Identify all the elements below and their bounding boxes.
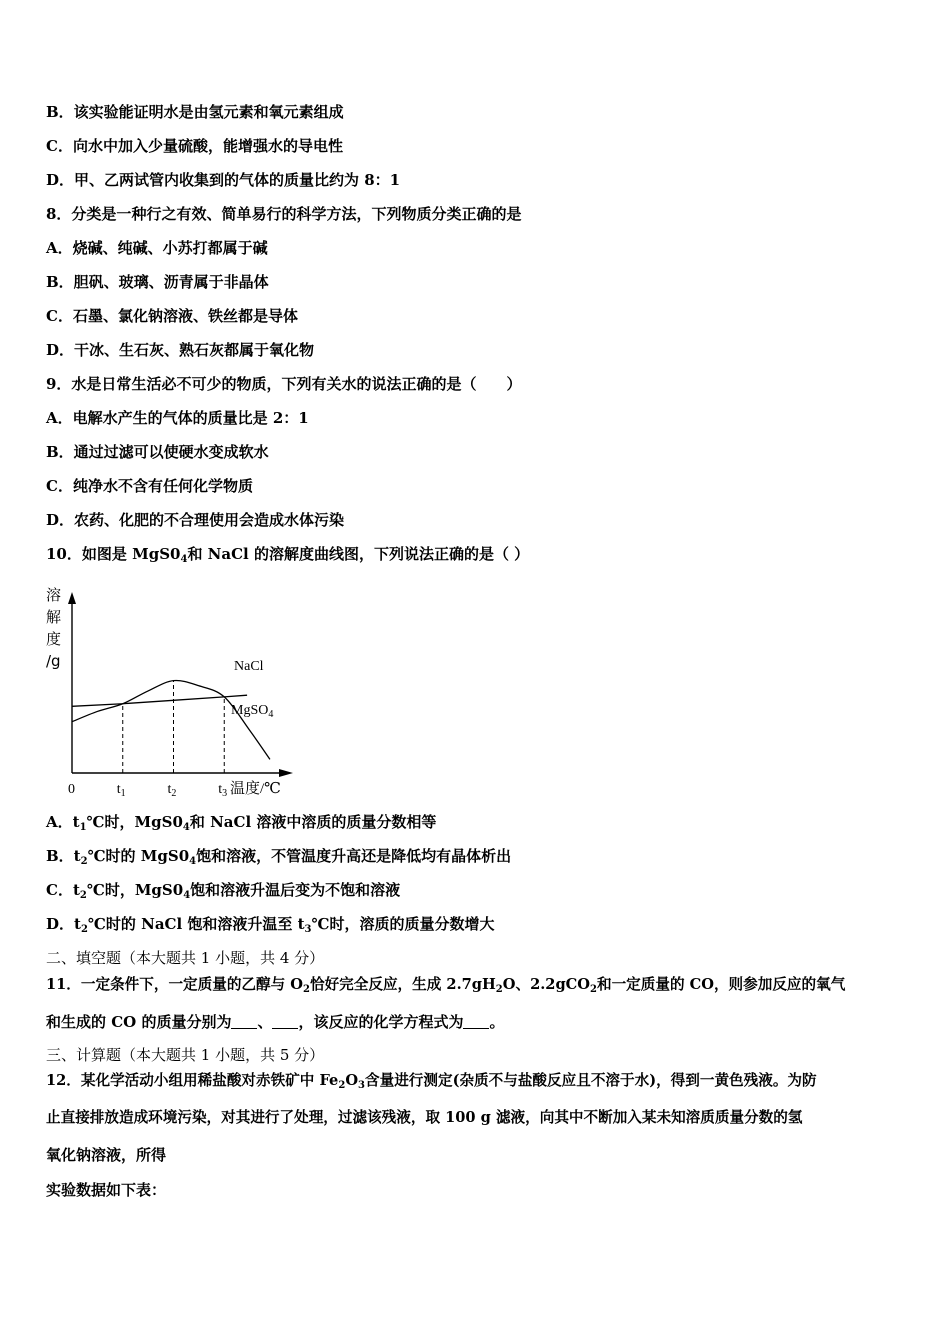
q10-option-c: [46, 880, 400, 900]
q10-stem-b: 和 NaCl 的溶解度曲线图，下列说法正确的是（ ）: [187, 545, 530, 563]
q12-l1-s1: 2: [338, 1080, 346, 1091]
q10-option-a: [46, 812, 436, 832]
x-tick-t3: $t_3$: [218, 782, 228, 799]
q9-option-a: A．电解水产生的气体的质量比是 2：1: [46, 409, 309, 427]
section3-heading: 三、计算题（本大题共 1 小题，共 5 分）: [46, 1046, 325, 1064]
q12-l1-b: O: [345, 1072, 359, 1089]
q11-l1-s2: 2: [495, 984, 503, 995]
x-axis-label: 温度/℃: [230, 781, 281, 797]
q12-line1: [46, 1071, 817, 1091]
q8-option-c: C．石墨、氯化钠溶液、铁丝都是导体: [46, 307, 298, 325]
series-nacl-line: [72, 695, 247, 706]
q9-option-b: B．通过过滤可以使硬水变成软水: [46, 443, 269, 461]
series-mgso4-label: MgSO$_4$: [231, 703, 274, 720]
x-tick-t1: $t_1$: [116, 782, 126, 799]
q10-a-p2: ℃时，MgS0: [86, 813, 183, 831]
q12-l1-s2: 3: [358, 1080, 365, 1091]
q12-line2: 止直接排放造成环境污染，对其进行了处理，过滤该残液，取 100 g 滤液，向其中不断加入某未知溶质质量分数的氢: [46, 1109, 803, 1126]
q10-d-p4: ℃时，溶质的质量分数增大: [311, 915, 495, 933]
q10-b-p2: ℃时的 MgS0: [87, 847, 190, 865]
q11-l2-b: ，该反应的化学方程式为: [298, 1013, 464, 1031]
q10-d-p3: 3: [304, 924, 312, 935]
q11-l1-s1: 2: [303, 984, 310, 995]
q10-stem: [46, 544, 529, 564]
q12-l1-c: 含量进行测定(杂质不与盐酸反应且不溶于水)，得到一黄色残液。为防: [365, 1072, 817, 1089]
q7-option-d: D．甲、乙两试管内收集到的气体的质量比约为 8：1: [46, 171, 401, 189]
q12-l1-a: 12．某化学活动小组用稀盐酸对赤铁矿中 Fe: [46, 1072, 339, 1089]
q7-option-c: C．向水中加入少量硫酸，能增强水的导电性: [46, 137, 343, 155]
q10-a-p4: 和 NaCl 溶液中溶质的质量分数相等: [189, 813, 437, 831]
q8-option-d: D．干冰、生石灰、熟石灰都属于氧化物: [46, 341, 315, 359]
q10-b-p1: 2: [80, 856, 88, 867]
q10-c-p0: C．t: [46, 881, 80, 899]
x-axis-arrow: [279, 769, 293, 777]
q10-d-p0: D．t: [46, 915, 81, 933]
q11-l2-a: 和生成的 CO 的质量分别为: [46, 1013, 232, 1031]
y-axis-arrow: [68, 592, 76, 604]
q10-stem-sub: 4: [180, 554, 188, 565]
q11-line2: [46, 1012, 505, 1032]
section2-heading: 二、填空题（本大题共 1 小题，共 4 分）: [46, 949, 325, 967]
q10-d-p2: ℃时的 NaCl 饱和溶液升温至 t: [87, 915, 305, 933]
q10-c-p3: 4: [183, 890, 191, 901]
q9-stem: 9．水是日常生活必不可少的物质，下列有关水的说法正确的是（ ）: [46, 375, 522, 393]
series-mgso4-line: [72, 681, 270, 760]
q10-option-b: [46, 846, 511, 866]
series-nacl-label: NaCl: [234, 659, 264, 674]
q8-stem: 8．分类是一种行之有效、简单易行的科学方法，下列物质分类正确的是: [46, 205, 522, 223]
q11-blank-2: [272, 1014, 298, 1029]
q9-option-d: D．农药、化肥的不合理使用会造成水体污染: [46, 511, 345, 529]
q10-b-p4: 饱和溶液，不管温度升高还是降低均有晶体析出: [196, 847, 512, 865]
q11-l1-d: 和一定质量的 CO，则参加反应的氧气: [596, 976, 846, 993]
q11-l1-b: 恰好完全反应，生成 2.7gH: [309, 976, 496, 993]
q10-c-p2: ℃时，MgS0: [86, 881, 184, 899]
q10-c-p4: 饱和溶液升温后变为不饱和溶液: [190, 881, 401, 899]
q10-a-p3: 4: [182, 822, 190, 833]
solubility-chart: [40, 586, 310, 800]
q12-line4: 实验数据如下表：: [46, 1181, 167, 1199]
q10-a-p0: A．t: [46, 813, 80, 831]
q12-line3: 氧化钠溶液，所得: [46, 1146, 167, 1164]
q8-option-b: B．胆矾、玻璃、沥青属于非晶体: [46, 273, 269, 291]
x-tick-t2: $t_2$: [167, 782, 177, 799]
q11-l1-s3: 2: [590, 984, 597, 995]
q9-option-c: C．纯净水不含有任何化学物质: [46, 477, 253, 495]
chart-ylabel-4: /g: [46, 652, 61, 670]
q11-l1-c: O、2.2gCO: [502, 976, 590, 993]
q10-stem-a: 10．如图是 MgS0: [46, 545, 181, 563]
q11-l1-a: 11．一定条件下，一定质量的乙醇与 O: [46, 976, 304, 993]
q11-l2-sep: 、: [257, 1013, 273, 1031]
chart-ylabel-2: 解: [46, 608, 62, 626]
q11-l2-c: 。: [489, 1013, 505, 1031]
q11-blank-1: [231, 1014, 257, 1029]
q8-option-a: A．烧碱、纯碱、小苏打都属于碱: [46, 239, 268, 257]
x-origin-label: 0: [68, 782, 75, 797]
q10-b-p3: 4: [189, 856, 197, 867]
q10-c-p1: 2: [79, 890, 87, 901]
q11-blank-3: [463, 1014, 489, 1029]
q7-option-b: B．该实验能证明水是由氢元素和氧元素组成: [46, 103, 344, 121]
chart-ylabel-3: 度: [46, 630, 62, 648]
q10-b-p0: B．t: [46, 847, 81, 865]
q10-a-p1: 1: [79, 822, 87, 833]
q11-line1: [46, 975, 845, 995]
q10-d-p1: 2: [80, 924, 88, 935]
chart-ylabel-1: 溶: [46, 586, 62, 604]
q10-option-d: [46, 914, 495, 934]
